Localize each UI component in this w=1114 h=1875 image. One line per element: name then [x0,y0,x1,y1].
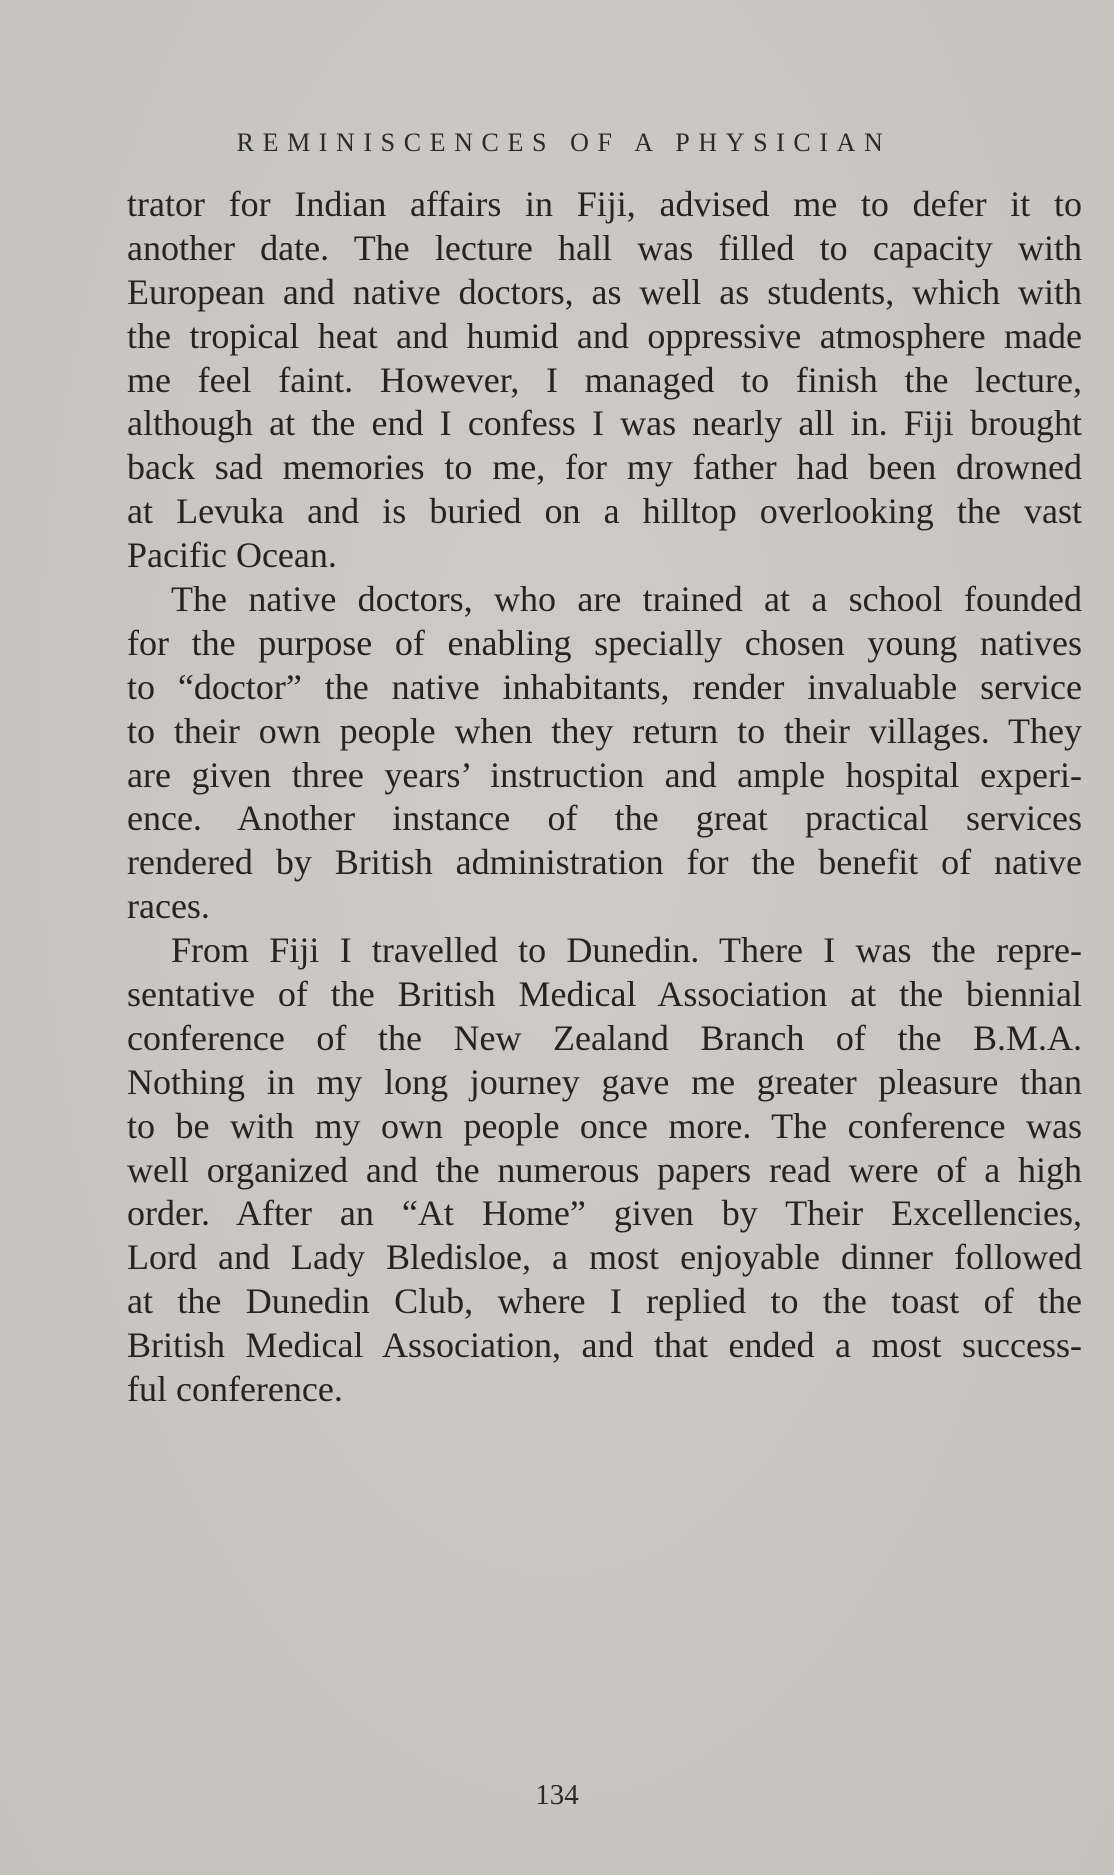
text-line: trator for Indian affairs in Fiji, advised me to defer it to [127,184,1082,224]
text-line: to “doctor” the native inhabitants, render invaluable service [127,666,1082,707]
text-line: Pacific Ocean. [127,535,337,576]
text-line: rendered by British administration for the benefit of native [127,842,1082,883]
text-line: From Fiji I travelled to Dunedin. There I was the repre- [171,930,1082,971]
text-line: to their own people when they return to their villages. They [127,710,1082,751]
text-line: races. [127,886,210,927]
text-line: back sad memories to me, for my father had been drowned [127,447,1082,488]
text-line: to be with my own people once more. The conference was [127,1105,1082,1146]
text-line: at the Dunedin Club, where I replied to the toast of the [127,1281,1082,1322]
text-line: British Medical Association, and that ended a most success- [127,1325,1082,1366]
text-line: European and native doctors, as well as students, which with [127,271,1082,312]
page-number: 134 [535,1779,579,1811]
text-line: order. After an “At Home” given by Their Excellencies, [127,1193,1082,1234]
text-line: ence. Another instance of the great practical services [127,798,1082,839]
text-line: at Levuka and is buried on a hilltop overlooking the vast [127,491,1082,532]
text-line: although at the end I confess I was nearly all in. Fiji brought [127,403,1082,444]
text-line: another date. The lecture hall was filled to capacity with [127,227,1082,268]
body-text [127,183,1082,1412]
text-line: The native doctors, who are trained at a school founded [171,579,1082,620]
text-line: conference of the New Zealand Branch of the B.M.A. [127,1017,1082,1058]
text-line: for the purpose of enabling specially chosen young natives [127,622,1082,663]
text-line: are given three years’ instruction and ample hospital experi- [127,754,1082,795]
text-line: me feel faint. However, I managed to finish the lecture, [127,359,1082,400]
text-line: ful conference. [127,1369,343,1410]
text-line: the tropical heat and humid and oppressive atmosphere made [127,315,1082,356]
running-head: REMINISCENCES OF A PHYSICIAN [236,128,892,157]
text-line: Nothing in my long journey gave me greater pleasure than [127,1061,1082,1102]
text-line: Lord and Lady Bledisloe, a most enjoyable dinner followed [127,1237,1082,1278]
text-line: sentative of the British Medical Association at the biennial [127,974,1082,1015]
text-line: well organized and the numerous papers read were of a high [127,1149,1082,1190]
